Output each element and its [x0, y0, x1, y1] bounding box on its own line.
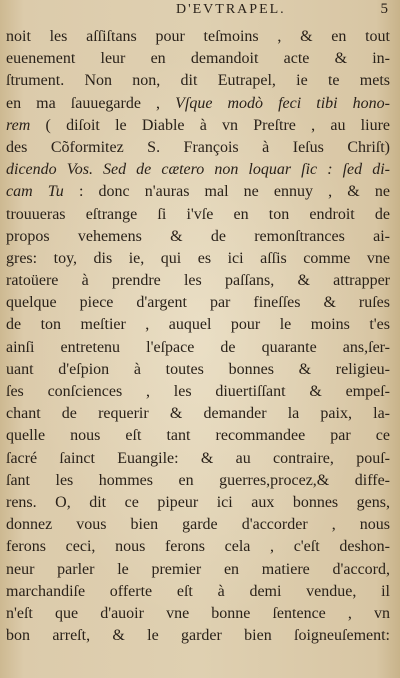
text-line	[6, 403, 390, 425]
text-line	[6, 603, 390, 625]
text-segment: ſant les hommes en guerres,procez,& diffe-	[6, 471, 390, 489]
text-line	[6, 448, 390, 470]
italic-segment: cam Tu	[6, 183, 64, 201]
italic-segment: Vſque modò feci tibi hono-	[175, 94, 390, 112]
text-line	[6, 181, 390, 203]
text-segment: n'eſt que d'auoir vne bonne ſentence , vn	[6, 604, 390, 622]
text-line	[6, 492, 390, 514]
text-segment: quelque piece d'argent par fineſſes & ruſes	[6, 294, 390, 312]
text-segment: en ma ſauuegarde ,	[6, 94, 176, 112]
text-segment: : donc n'auras mal ne ennuy , & ne	[63, 183, 390, 201]
text-segment: gres: toy, dis ie, qui es ici aſſis comme vne	[6, 249, 390, 267]
italic-segment: rem	[6, 116, 31, 134]
body-text	[6, 26, 390, 647]
text-segment: noit les aſſiſtans pour teſmoins , & en tout	[6, 28, 390, 45]
text-line	[6, 337, 390, 359]
text-segment: donnez vous bien garde d'accorder , nous	[6, 516, 390, 534]
running-head: D'EVTRAPEL.	[176, 2, 286, 17]
text-segment: marchandiſe offerte eſt à demi vendue, il	[6, 582, 390, 600]
text-line	[6, 559, 390, 581]
text-line	[6, 381, 390, 403]
text-segment: rens. O, dit ce pipeur ici aux bonnes gens,	[6, 493, 390, 511]
text-segment: euenement leur en demandoit acte & in-	[6, 50, 390, 68]
text-line	[6, 314, 390, 336]
text-line	[6, 137, 390, 159]
text-line	[6, 425, 390, 447]
text-line	[6, 204, 390, 226]
text-segment: trouueras eſtrange ſi i'vſe en ton endroit de	[6, 205, 390, 223]
text-segment: bon arreſt, & le garder bien ſoigneuſement:	[6, 627, 390, 645]
text-line	[6, 93, 390, 115]
text-segment: ferons ceci, nous ferons cela , c'eſt deshon-	[6, 538, 390, 556]
text-segment: uant d'eſpion à toutes bonnes & religieu-	[6, 360, 390, 378]
text-line	[6, 625, 390, 647]
text-segment: quelle nous eſt tant recommandee par ce	[6, 427, 390, 445]
text-segment: propos vehemens & de remonſtrances ai-	[6, 227, 390, 245]
text-segment: ( diſoit le Diable à vn Preſtre , au liure	[30, 116, 390, 134]
text-line	[6, 514, 390, 536]
text-line	[6, 48, 390, 70]
text-line	[6, 226, 390, 248]
italic-segment: dicendo Vos. Sed de cætero non loquar ſic : ſed di-	[6, 161, 390, 179]
text-line	[6, 359, 390, 381]
text-line	[6, 536, 390, 558]
text-line	[6, 115, 390, 137]
text-line	[6, 292, 390, 314]
text-line	[6, 581, 390, 603]
text-segment: ſtrument. Non non, dit Eutrapel, ie te mets	[6, 72, 390, 90]
text-segment: neur parler le premier en matiere d'accord,	[6, 560, 390, 578]
text-segment: chant de requerir & demander la paix, la-	[6, 405, 390, 423]
text-line	[6, 248, 390, 270]
text-segment: de ton meſtier , auquel pour le moins t'es	[6, 316, 390, 334]
text-segment: ainſi entretenu l'eſpace de quarante ans,ſer-	[6, 338, 390, 356]
text-line	[6, 159, 390, 181]
text-line	[6, 470, 390, 492]
text-segment: ſacré ſainct Euangile: & au contraire, pouſ-	[6, 449, 390, 467]
text-line	[6, 270, 390, 292]
text-line	[6, 70, 390, 92]
text-segment: ratoüere à prendre les paſſans, & attrapper	[6, 272, 390, 290]
text-line	[6, 26, 390, 48]
text-segment: des Cõformitez S. François à Ieſus Chriſt)	[6, 138, 390, 156]
text-segment: ſes conſciences , les diuertiſſant & empeſ-	[6, 383, 390, 400]
page-number: 5	[380, 1, 388, 17]
